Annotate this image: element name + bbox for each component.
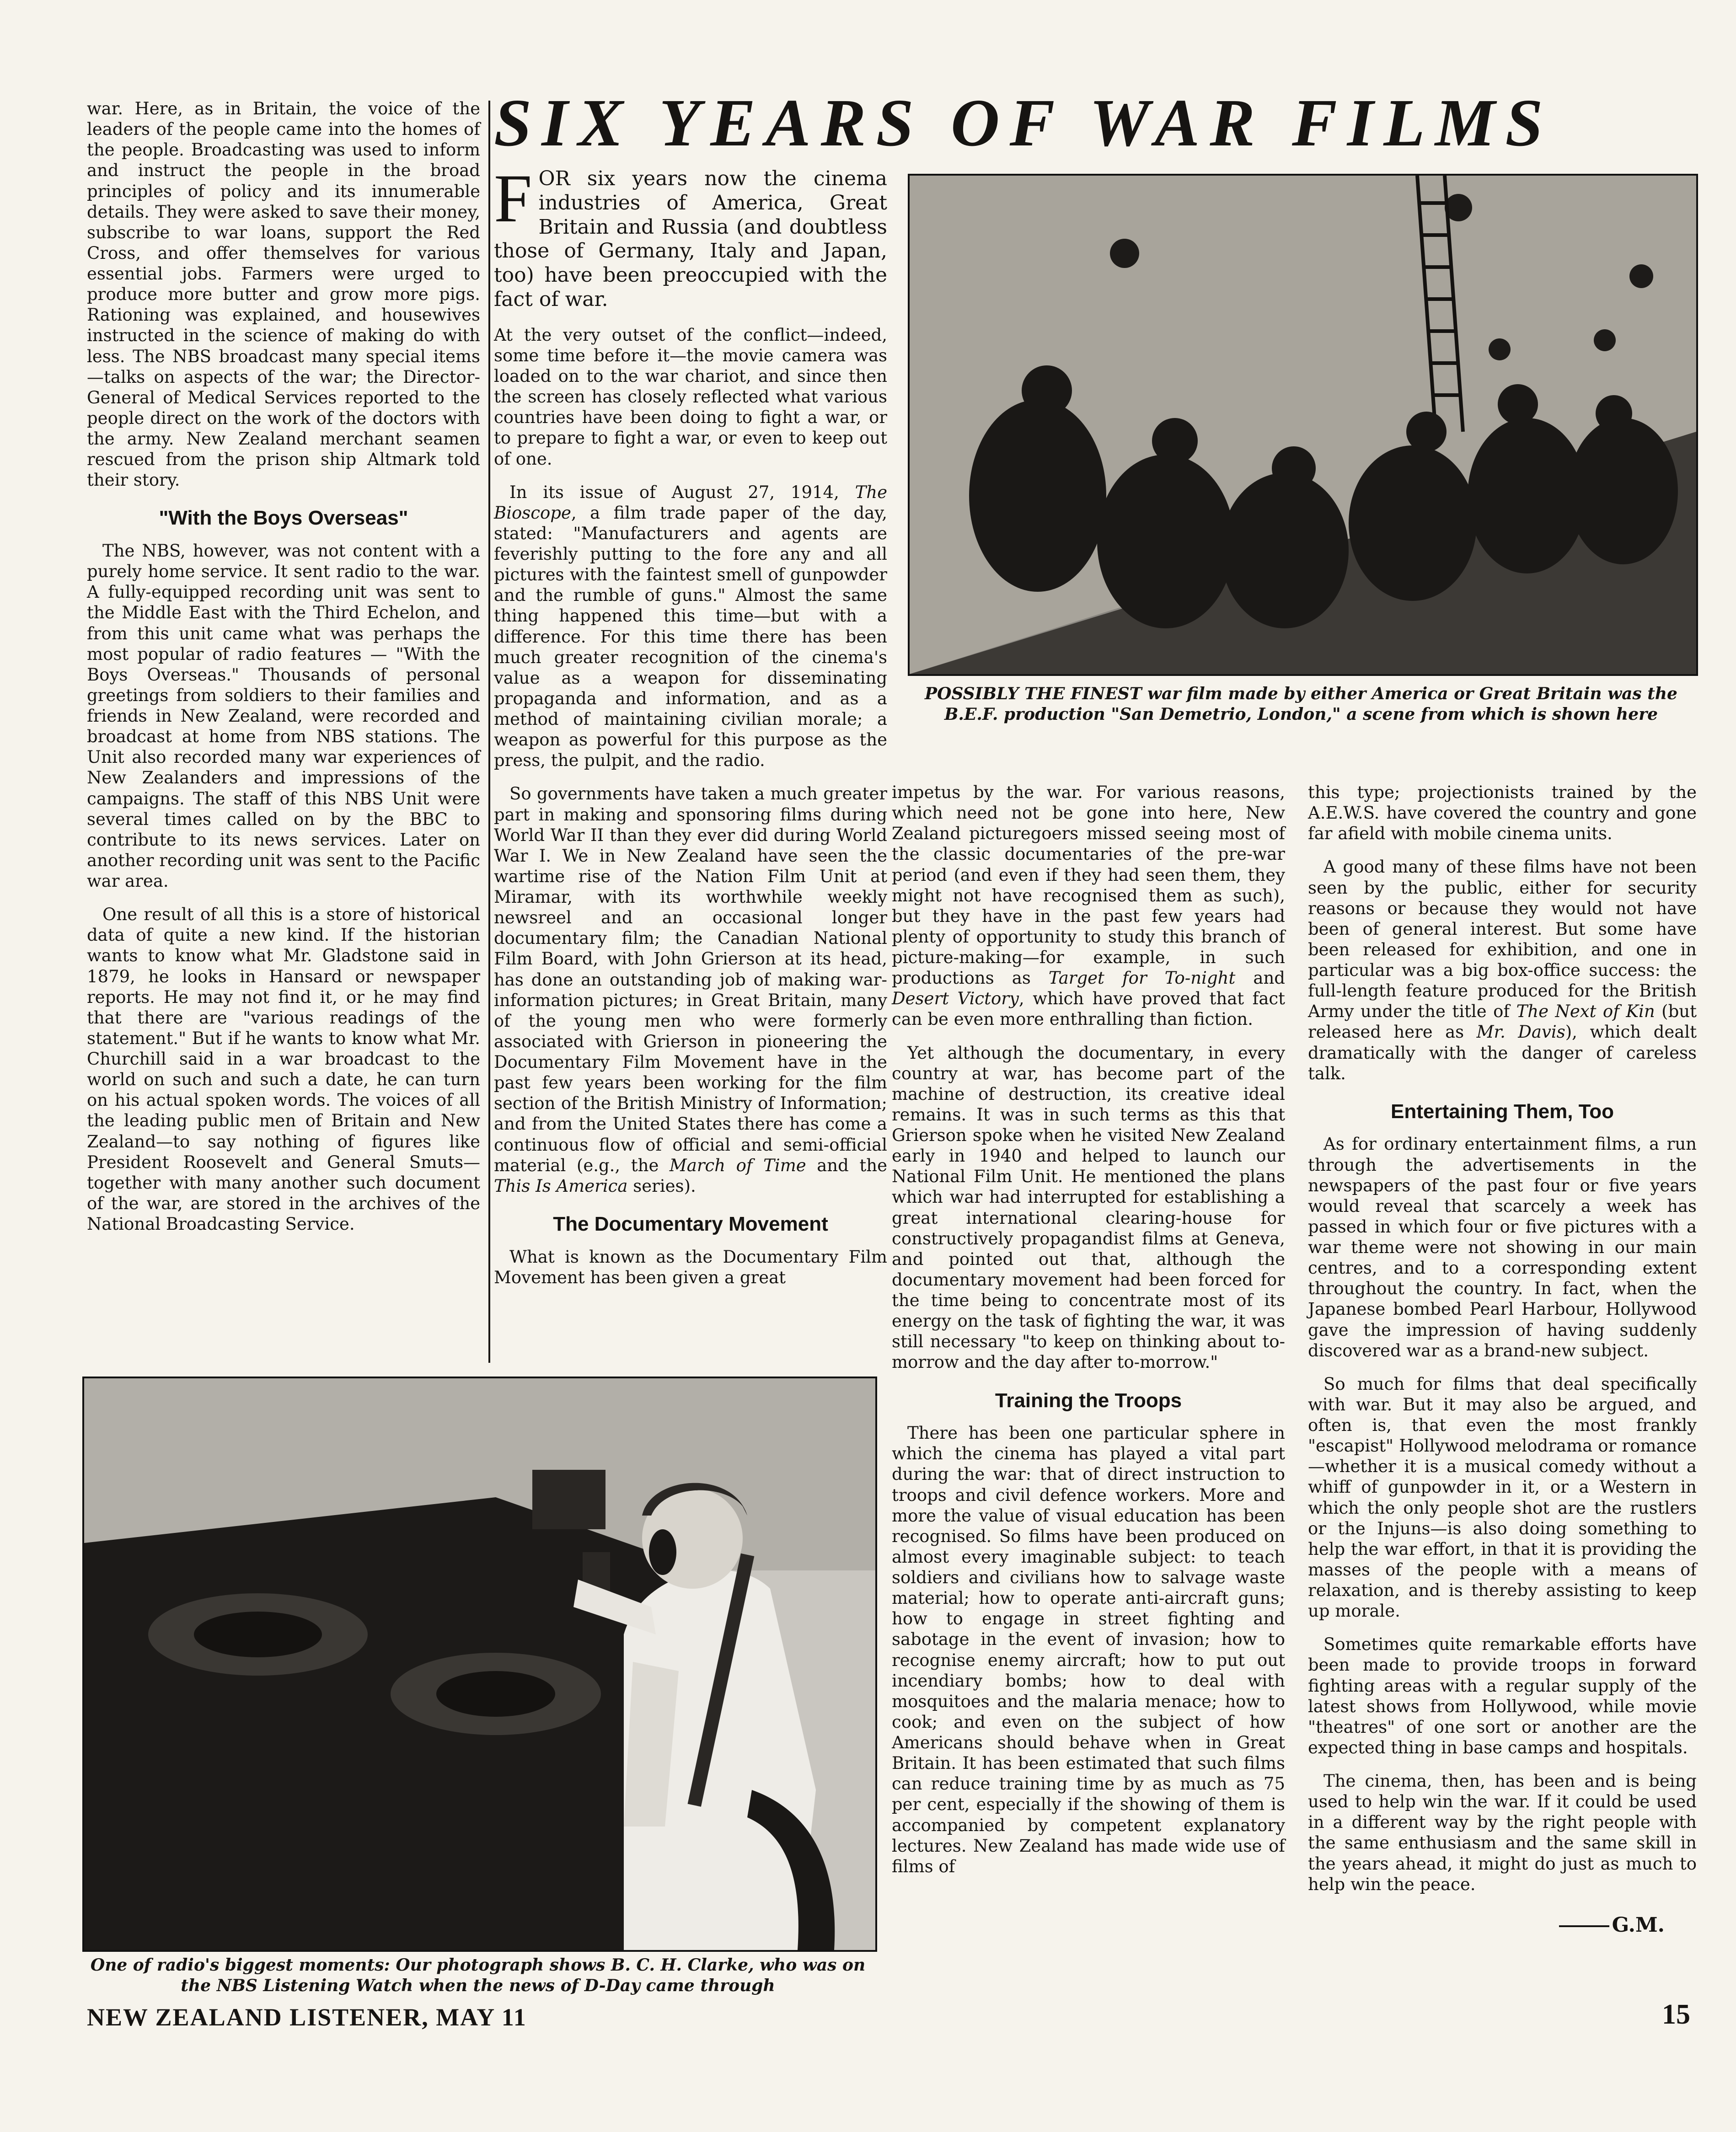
publication-footer: NEW ZEALAND LISTENER, MAY 11 xyxy=(87,2003,527,2031)
col3-paragraph: impetus by the war. For various reasons, which need not be gone into here, New Zealand picturegoers missed seeing most of the classic documentaries of the pre-war period (and even if they had seen them, they might not have recognised them as such), but they have in the past few years had plenty of opportunity to study this branch of picture-making—for example, in such productions as Target for To-night and Desert Victory, which have proved that fact can be even more enthralling than fiction. xyxy=(892,782,1286,1029)
drop-cap: F xyxy=(494,161,532,236)
column-4 xyxy=(1308,782,1697,1937)
column-1 xyxy=(87,98,480,1247)
col4-paragraph: The cinema, then, has been and is being used to help win the war. If it could be used in a different way by the right people with the same enthusiasm and the same skill in the years ahead, it might do just as much to help win the peace. xyxy=(1308,1771,1697,1894)
lede-paragraph: FOR six years now the cinema industries of America, Great Britain and Russia (and doubtless those of Germany, Italy and Japan, too) have been preoccupied with the fact of war. xyxy=(494,161,887,311)
col2-paragraph: What is known as the Documentary Film Movement has been given a great xyxy=(494,1247,887,1287)
subheading-entertaining: Entertaining Them, Too xyxy=(1390,1100,1614,1123)
radio-photo-caption: One of radio's biggest moments: Our photograph shows B. C. H. Clarke, who was on the NBS Listening Watch when the news of D-Day came through xyxy=(90,1955,866,1995)
radio-operator-image xyxy=(84,1378,875,1950)
col1-paragraph: One result of all this is a store of historical data of quite a new kind. If the historian wants to know what Mr. Gladstone said in 1879, he looks in Hansard or newspaper reports. He may not find it, or he may find that there are "various readings of the statement." But if he wants to know what Mr. Churchill said in a war broadcast to the world on such and such a date, he can turn on his actual spoken words. The voices of all the leading public men of Britain and New Zealand—to say nothing of figures like President Roosevelt and General Smuts—together with many another such document of the war, are stored in the archives of the National Broadcasting Service. xyxy=(87,905,480,1234)
col2-paragraph: In its issue of August 27, 1914, The Bioscope, a film trade paper of the day, stated: "Manufacturers and agents are feverishly putting to the fore any and all pictures with the faintest smell of gunpowder and the rumble of guns." Almost the same thing happened this time—but with a difference. For this time there has been much greater recognition of the cinema's value as a weapon for disseminating propaganda and information, and as a method of maintaining civilian morale; a weapon as powerful for this purpose as the press, the pulpit, and the radio. xyxy=(494,482,887,771)
column-2 xyxy=(494,161,887,1301)
subheading-boys-overseas: "With the Boys Overseas" xyxy=(159,507,408,530)
subheading-documentary-movement: The Documentary Movement xyxy=(553,1212,828,1235)
author-signature: G.M. xyxy=(1308,1913,1697,1938)
col2-paragraph: At the very outset of the conflict—indeed, some time before it—the movie camera was loaded on to the war chariot, and since then the screen has closely reflected what various countries have been doing to fight a war, or to prepare to fight a war, or even to keep out of one. xyxy=(494,325,887,469)
subheading-training-troops: Training the Troops xyxy=(995,1389,1182,1412)
col4-paragraph: Sometimes quite remarkable efforts have been made to provide troops in forward fighting areas with a regular supply of the latest shows from Hollywood, while movie "theatres" of one sort or another are the expected thing in base camps and hospitals. xyxy=(1308,1634,1697,1757)
ship-photo-caption: POSSIBLY THE FINEST war film made by either America or Great Britain was the B.E.F. production "San Demetrio, London," a scene from which is shown here xyxy=(925,684,1677,724)
page-number: 15 xyxy=(1662,1999,1690,2030)
col4-paragraph: A good many of these films have not been seen by the public, either for security reasons or because they would not have been of general interest. But some have been released for exhibition, and one in particular was a big box-office success: the full-length feature produced for the British Army under the title of The Next of Kin (but released here as Mr. Davis), which dealt dramatically with the danger of careless talk. xyxy=(1308,857,1697,1083)
column-divider xyxy=(488,101,490,1363)
col3-paragraph: There has been one particular sphere in which the cinema has played a vital part during the war: that of direct instruction to troops and civil defence workers. More and more the value of visual education has been recognised. So films have been produced on almost every imaginable subject: to teach soldiers and civilians how to salvage waste material; how to operate anti-aircraft guns; how to engage in street fighting and sabotage in the event of invasion; how to recognise enemy aircraft; how to put out incendiary bombs; how to deal with mosquitoes and the malaria menace; how to cook; and even on the subject of how Americans should behave when in Great Britain. It has been estimated that such films can reduce training time by as much as 75 per cent, especially if the showing of them is accompanied by competent explanatory lectures. New Zealand has made wide use of films of xyxy=(892,1423,1285,1876)
col2-paragraph: So governments have taken a much greater part in making and sponsoring films during World War II than they ever did during World War I. We in New Zealand have seen the wartime rise of the Nation Film Unit at Miramar, with its worthwhile weekly newsreel and an occasional longer documentary film; the Canadian National Film Board, with John Grierson at its head, has done an outstanding job of making war-information pictures; in Great Britain, many of the young men who were formerly associated with Grierson in pioneering the Documentary Film Movement have in the past few years been working for the film section of the British Ministry of Information; and from the United States there has come a continuous flow of official and semi-official material (e.g., the March of Time and the This Is America series). xyxy=(494,784,887,1196)
radio-operator-photo xyxy=(82,1377,877,1952)
column-3 xyxy=(892,782,1285,1890)
col4-paragraph: this type; projectionists trained by the A.E.W.S. have covered the country and gone far afield with mobile cinema units. xyxy=(1308,782,1697,844)
col4-paragraph: As for ordinary entertainment films, a run through the advertisements in the newspapers of the past four or five years would reveal that scarcely a week has passed in which four or five pictures with a war theme were not showing in our main centres, and to a corresponding extent throughout the country. In fact, when the Japanese bombed Pearl Harbour, Hollywood gave the impression of having suddenly discovered war as a brand-new subject. xyxy=(1308,1134,1697,1361)
ship-scene-image xyxy=(910,176,1696,674)
ship-scene-photo xyxy=(908,174,1698,676)
col4-paragraph: So much for films that deal specifically with war. But it may also be argued, and often is, that even the most frankly "escapist" Hollywood melodrama or romance—whether it is a musical comedy without a whiff of gunpowder in it, or a Western in which the only people shot are the rustlers or the Injuns—is also doing something to help the war effort, in that it is providing the masses of the people with a means of relaxation, and is thereby assisting to keep up morale. xyxy=(1308,1374,1697,1621)
col3-paragraph: Yet although the documentary, in every country at war, has become part of the machine of destruction, its creative ideal remains. It was in such terms as this that Grierson spoke when he visited New Zealand early in 1940 and helped to launch our National Film Unit. He mentioned the plans which war had interrupted for establishing a great international clearing-house for constructively propagandist films at Geneva, and pointed out that, although the documentary movement had been forced for the time being to concentrate most of its energy on the task of fighting the war, it was still necessary "to keep on thinking about to-morrow and the day after to-morrow." xyxy=(892,1043,1285,1372)
col1-paragraph: war. Here, as in Britain, the voice of the leaders of the people came into the homes of the people. Broadcasting was used to inform and instruct the people in the broad principles of policy and its innumerable details. They were asked to save their money, subscribe to war loans, support the Red Cross, and offer themselves for various essential jobs. Farmers were urged to produce more butter and grow more pigs. Rationing was explained, and housewives instructed in the science of making do with less. The NBS broadcast many special items —talks on aspects of the war; the Director-General of Medical Services reported to the people direct on the work of the doctors with the army. New Zealand merchant seamen rescued from the prison ship Altmark told their story. xyxy=(87,99,480,490)
col1-paragraph: The NBS, however, was not content with a purely home service. It sent radio to the war. A fully-equipped recording unit was sent to the Middle East with the Third Echelon, and from this unit came what was perhaps the most popular of radio features — "With the Boys Overseas." Thousands of personal greetings from soldiers to their families and friends in New Zealand, were recorded and broadcast at home from NBS stations. The Unit also recorded many war experiences of New Zealanders and impressions of the campaigns. The staff of this NBS Unit were several times called on by the BBC to contribute to its news services. Later on another recording unit was sent to the Pacific war area. xyxy=(87,541,480,891)
article-headline: SIX YEARS OF WAR FILMS xyxy=(494,86,1553,161)
